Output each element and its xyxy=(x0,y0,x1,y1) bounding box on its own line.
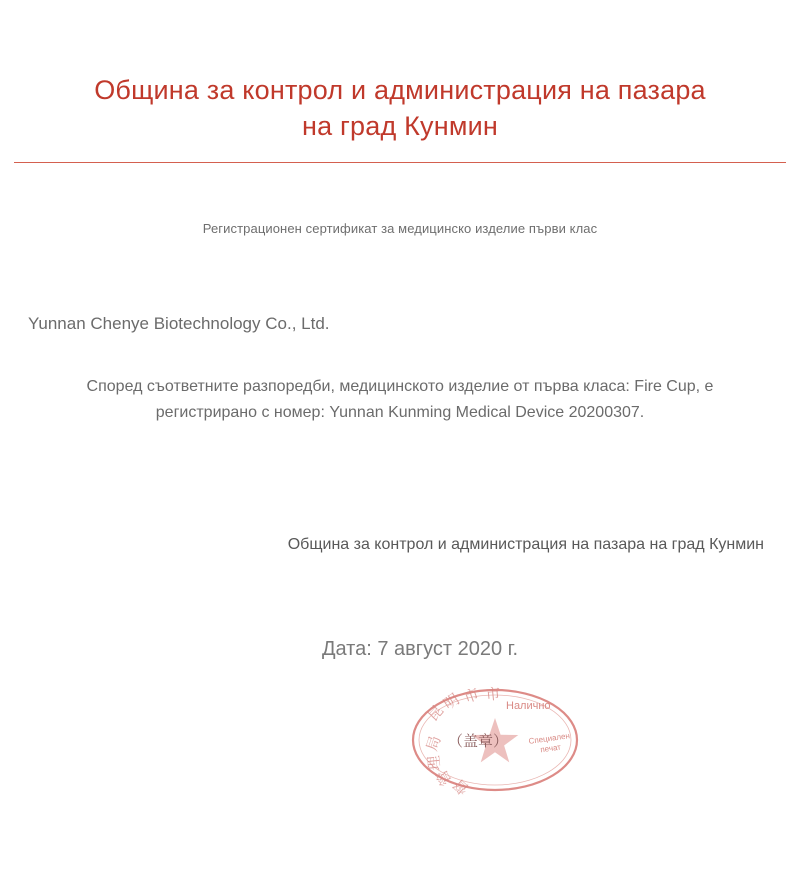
document-body: Според съответните разпоредби, медицинското изделие от първа класа: Fire Cup, е регистрирано с номер: Yunnan Kunming Medical Device 20200307. xyxy=(86,378,714,421)
title-block xyxy=(0,72,800,144)
svg-text:昆: 昆 xyxy=(424,702,448,725)
svg-text:管: 管 xyxy=(433,766,456,789)
svg-text:市: 市 xyxy=(461,685,482,707)
svg-text:市: 市 xyxy=(484,685,502,704)
certificate-page xyxy=(0,72,800,872)
page-title: Община за контрол и администрация на пазара на град Кунмин xyxy=(94,75,706,141)
seal-special-label: Специален печат xyxy=(528,731,571,755)
svg-text:明: 明 xyxy=(440,690,463,714)
seal-graphic xyxy=(400,682,590,802)
recipient-name: Yunnan Chenye Biotechnology Co., Ltd. xyxy=(28,314,330,333)
title-divider xyxy=(14,162,786,163)
seal-available-label: Налично xyxy=(506,700,551,712)
svg-text:督: 督 xyxy=(450,774,473,798)
svg-text:理: 理 xyxy=(425,754,444,772)
document-subtitle: Регистрационен сертификат за медицинско изделие първи клас xyxy=(202,221,598,236)
svg-text:局: 局 xyxy=(423,733,445,754)
issue-date: Дата: 7 август 2020 г. xyxy=(321,638,519,660)
official-seal xyxy=(400,682,600,812)
issuer-name: Община за контрол и администрация на пазара на град Кунмин xyxy=(287,536,764,553)
seal-center-text: （盖章） xyxy=(448,733,509,750)
